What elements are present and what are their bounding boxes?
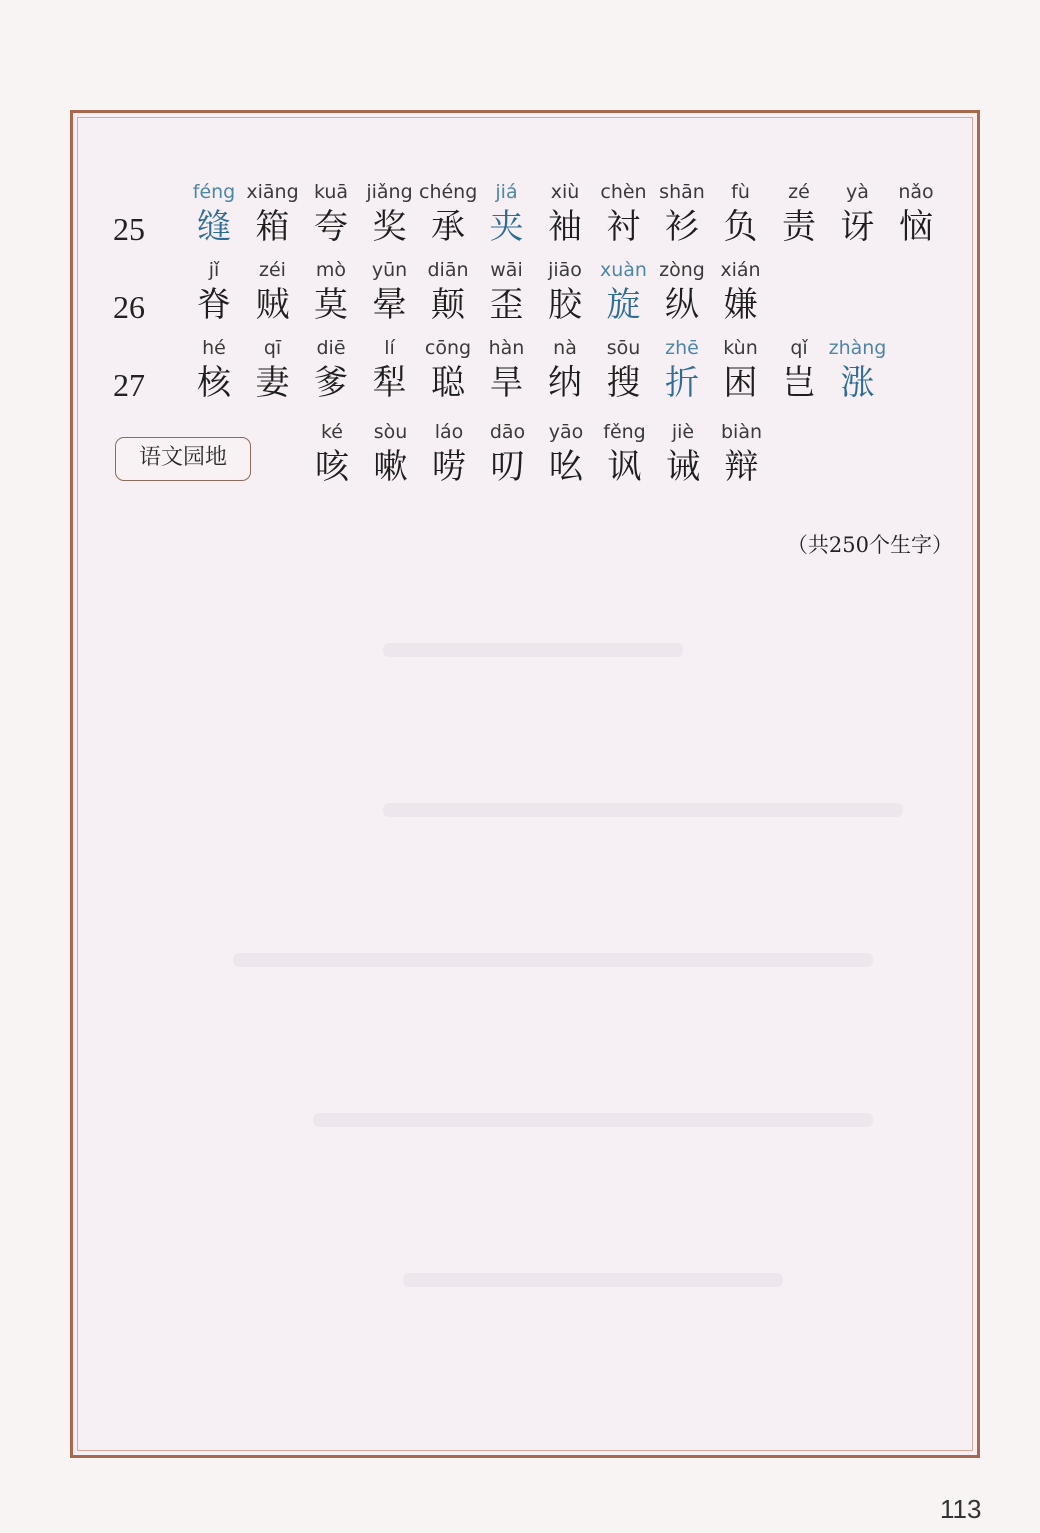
hanzi: 旋 [606,285,641,325]
char-cell [185,181,243,249]
char-cell [419,181,477,249]
pinyin: zhàng [828,337,887,359]
char-cell [712,259,770,327]
pinyin: chéng [419,181,478,203]
hanzi: 箱 [255,207,290,247]
hanzi: 承 [431,207,465,247]
hanzi: 夹 [489,207,524,247]
char-cell [362,421,420,489]
hanzi: 嫌 [723,285,758,325]
hanzi: 胶 [548,285,582,325]
hanzi: 诫 [666,447,700,487]
hanzi: 爹 [314,363,348,403]
garden-char-row [73,421,973,491]
char-cell [653,337,711,405]
lesson-number: 27 [113,367,145,403]
hanzi: 缝 [197,207,231,247]
show-through [383,803,903,817]
char-cell [244,181,302,249]
pinyin: nà [553,337,577,359]
hanzi: 恼 [899,207,933,247]
char-cell [185,337,243,405]
char-cell [302,337,360,405]
pinyin: féng [192,181,236,203]
lesson-row [73,337,973,407]
char-cell [653,259,711,327]
hanzi: 妻 [255,363,290,403]
pinyin: hàn [488,337,525,359]
pinyin: mò [315,259,347,281]
hanzi: 唠 [432,447,466,487]
pinyin: cōng [424,337,472,359]
pinyin: fěng [603,421,646,443]
char-cell [712,337,770,405]
pinyin: kuā [313,181,349,203]
char-cell [654,421,712,489]
char-cell [536,337,594,405]
hanzi: 歪 [489,285,524,325]
hanzi: 袖 [548,207,582,247]
hanzi: 衬 [606,207,641,247]
hanzi: 折 [665,363,699,403]
char-cell [770,181,828,249]
pinyin: jiè [671,421,695,443]
lesson-number: 26 [113,289,145,325]
char-cell [244,337,302,405]
char-cell [478,259,536,327]
char-cell [361,337,419,405]
total-note: （共250个生字） [786,533,953,557]
char-cell [536,181,594,249]
pinyin: biàn [720,421,763,443]
page-frame [70,110,980,1458]
char-cell [303,421,361,489]
pinyin: xuàn [600,259,647,281]
pinyin: xián [720,259,761,281]
char-cell [770,337,828,405]
hanzi: 旱 [489,363,524,403]
pinyin: yà [846,181,869,203]
char-cell [712,181,770,249]
hanzi: 辩 [724,447,759,487]
char-cell [536,259,594,327]
hanzi: 讽 [607,447,642,487]
pinyin: lí [384,337,395,359]
char-cell [185,259,243,327]
pinyin: jǐ [208,259,220,281]
pinyin: shān [659,181,705,203]
show-through [403,1273,783,1287]
show-through [383,643,683,657]
hanzi: 莫 [314,285,348,325]
hanzi: 衫 [665,207,699,247]
hanzi: 责 [782,207,816,247]
pinyin: yūn [371,259,408,281]
pinyin: zé [788,181,810,203]
hanzi: 吆 [549,447,583,487]
hanzi: 脊 [197,285,231,325]
pinyin: zhē [665,337,699,359]
garden-label: 语文园地 [115,437,251,481]
pinyin: diē [316,337,346,359]
hanzi: 讶 [840,207,875,247]
char-cell [887,181,945,249]
char-cell [596,421,654,489]
hanzi: 涨 [840,363,875,403]
lesson-number: 25 [113,211,145,247]
char-cell [479,421,537,489]
char-cell [653,181,711,249]
pinyin: jiá [495,181,518,203]
pinyin: qǐ [790,337,808,359]
pinyin: kùn [723,337,758,359]
pinyin: sōu [606,337,641,359]
hanzi: 搜 [606,363,641,403]
pinyin: xiù [550,181,580,203]
hanzi: 叨 [490,447,525,487]
char-cell [302,181,360,249]
hanzi: 核 [197,363,231,403]
pinyin: diān [427,259,469,281]
pinyin: jiāo [548,259,582,281]
pinyin: qī [263,337,282,359]
pinyin: ké [320,421,343,443]
page-number: 113 [940,1494,982,1524]
hanzi: 晕 [372,285,407,325]
hanzi: 纵 [665,285,699,325]
pinyin: sòu [373,421,408,443]
hanzi: 聪 [431,363,465,403]
char-cell [419,259,477,327]
char-cell [595,181,653,249]
pinyin: dāo [489,421,526,443]
char-cell [478,181,536,249]
hanzi: 贼 [255,285,290,325]
char-cell [595,337,653,405]
hanzi: 纳 [548,363,582,403]
hanzi: 犁 [372,363,407,403]
char-cell [478,337,536,405]
hanzi: 负 [723,207,758,247]
char-cell [713,421,771,489]
show-through [233,953,873,967]
char-cell [361,181,419,249]
char-cell [419,337,477,405]
lesson-row [73,181,973,251]
char-cell [537,421,595,489]
char-cell [829,181,887,249]
pinyin: zòng [659,259,705,281]
lesson-row [73,259,973,329]
hanzi: 夸 [314,207,348,247]
char-cell [244,259,302,327]
pinyin: fù [731,181,750,203]
hanzi: 奖 [372,207,407,247]
show-through [313,1113,873,1127]
pinyin: yāo [548,421,584,443]
pinyin: hé [202,337,226,359]
pinyin: láo [434,421,464,443]
pinyin: zéi [259,259,286,281]
hanzi: 咳 [315,447,349,487]
pinyin: xiāng [246,181,299,203]
hanzi: 困 [723,363,758,403]
hanzi: 岂 [782,363,816,403]
hanzi: 嗽 [373,447,408,487]
pinyin: nǎo [898,181,934,203]
pinyin: chèn [600,181,647,203]
pinyin: jiǎng [366,181,413,203]
pinyin: wāi [490,259,523,281]
char-cell [829,337,887,405]
char-cell [420,421,478,489]
hanzi: 颠 [431,285,465,325]
char-cell [361,259,419,327]
char-cell [595,259,653,327]
char-cell [302,259,360,327]
